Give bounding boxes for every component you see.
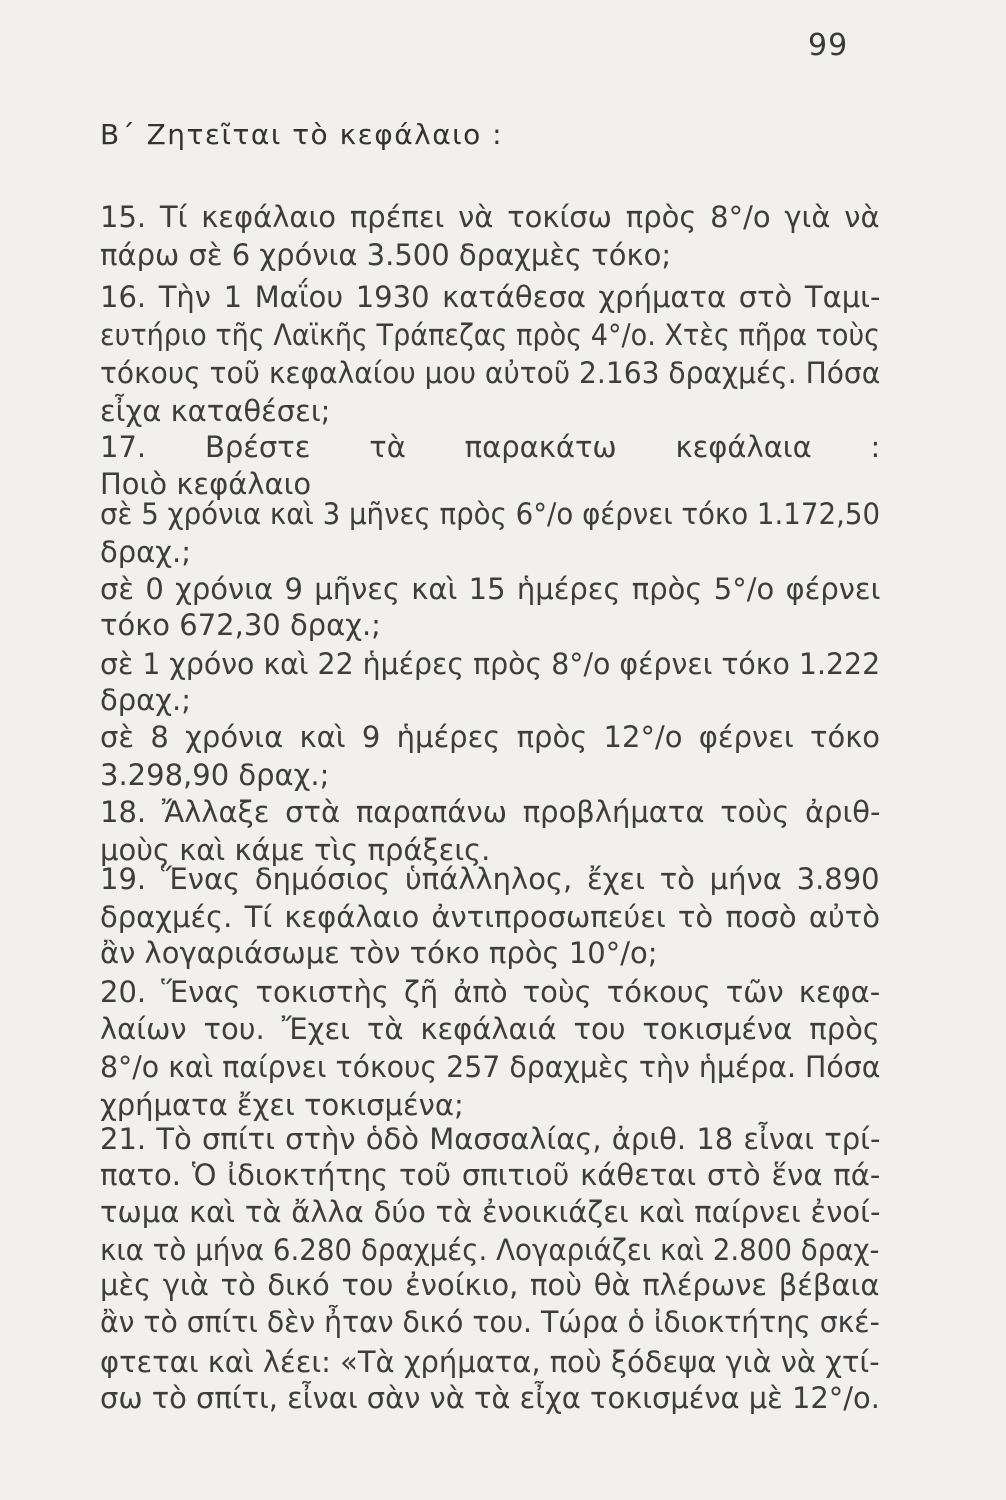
text-line: μὲς γιὰ τὸ δικό του ἐνοίκιο, ποὺ θὰ πλέρωνε βέβαια bbox=[100, 1268, 880, 1302]
text-line: εἶχα καταθέσει; bbox=[100, 394, 331, 428]
text-line: 15. Τί κεφάλαιο πρέπει νὰ τοκίσω πρὸς 8°/ο γιὰ νὰ bbox=[100, 200, 880, 234]
text-line: 21. Τὸ σπίτι στὴν ὁδὸ Μασσαλίας, ἀριθ. 18 εἶναι τρί- bbox=[100, 1122, 881, 1156]
text-line: τωμα καὶ τὰ ἄλλα δύο τὰ ἐνοικιάζει καὶ παίρνει ἐνοί- bbox=[100, 1195, 881, 1229]
text-line: 20. Ἕνας τοκιστὴς ζῆ ἀπὸ τοὺς τόκους τῶν κεφα- bbox=[100, 975, 881, 1009]
text-line: 16. Τὴν 1 Μαΐου 1930 κατάθεσα χρήματα στὸ Ταμι- bbox=[100, 280, 881, 314]
text-line: σὲ 0 χρόνια 9 μῆνες καὶ 15 ἡμέρες πρὸς 5°/ο φέρνει bbox=[100, 572, 881, 606]
text-line: ευτήριο τῆς Λαϊκῆς Τράπεζας πρὸς 4°/ο. Χτὲς πῆρα τοὺς bbox=[100, 318, 881, 352]
text-line: τόκο 672,30 δραχ.; bbox=[100, 608, 381, 642]
text-line: 19. Ἕνας δημόσιος ὑπάλληλος, ἔχει τὸ μήνα 3.890 bbox=[100, 862, 880, 896]
text-line: δραχμές. Τί κεφάλαιο ἀντιπροσωπεύει τὸ ποσὸ αὐτὸ bbox=[100, 900, 880, 934]
text-line: μοὺς καὶ κάμε τὶς πράξεις. bbox=[100, 833, 491, 867]
text-line: σὲ 8 χρόνια καὶ 9 ἡμέρες πρὸς 12°/ο φέρνει τόκο bbox=[100, 720, 881, 754]
text-line: λαίων του. Ἔχει τὰ κεφάλαιά του τοκισμένα πρὸς bbox=[100, 1012, 880, 1046]
text-line: σὲ 5 χρόνια καὶ 3 μῆνες πρὸς 6°/ο φέρνει τόκο 1.172,50 bbox=[100, 497, 881, 531]
text-line: ἂν τὸ σπίτι δὲν ἦταν δικό του. Τώρα ὁ ἰδιοκτήτης σκέ- bbox=[100, 1305, 880, 1339]
text-line: δραχ.; bbox=[100, 535, 192, 569]
text-line: χρήματα ἔχει τοκισμένα; bbox=[100, 1088, 464, 1122]
text-line: 17. Βρέστε τὰ παρακάτω κεφάλαια : bbox=[100, 430, 881, 464]
text-line: τόκους τοῦ κεφαλαίου μου αὐτοῦ 2.163 δραχμές. Πόσα bbox=[100, 356, 881, 390]
text-line: σω τὸ σπίτι, εἶναι σὰν νὰ τὰ εἶχα τοκισμένα μὲ 12°/ο. bbox=[100, 1381, 880, 1415]
text-line: Ποιὸ κεφάλαιο bbox=[100, 467, 312, 501]
text-line: 3.298,90 δραχ.; bbox=[100, 758, 330, 792]
text-line: πάρω σὲ 6 χρόνια 3.500 δραχμὲς τόκο; bbox=[100, 238, 672, 272]
text-line: κια τὸ μήνα 6.280 δραχμές. Λογαριάζει καὶ 2.800 δραχ- bbox=[100, 1233, 880, 1267]
section-heading: Β΄ Ζητεῖται τὸ κεφάλαιο : bbox=[100, 118, 504, 151]
text-line: πατο. Ὁ ἰδιοκτήτης τοῦ σπιτιοῦ κάθεται στὸ ἕνα πά- bbox=[100, 1158, 881, 1192]
text-line: 8°/ο καὶ παίρνει τόκους 257 δραχμὲς τὴν ἡμέρα. Πόσα bbox=[100, 1050, 881, 1084]
text-line: σὲ 1 χρόνο καὶ 22 ἡμέρες πρὸς 8°/ο φέρνει τόκο 1.222 bbox=[100, 647, 881, 681]
text-line: δραχ.; bbox=[100, 683, 192, 717]
text-line: φτεται καὶ λέει: «Τὰ χρήματα, ποὺ ξόδεψα γιὰ νὰ χτί- bbox=[100, 1345, 880, 1379]
page-number: 99 bbox=[808, 28, 849, 63]
text-line: ἂν λογαριάσωμε τὸν τόκο πρὸς 10°/ο; bbox=[100, 936, 658, 970]
text-line: 18. Ἄλλαξε στὰ παραπάνω προβλήματα τοὺς ἀριθ- bbox=[100, 795, 881, 829]
